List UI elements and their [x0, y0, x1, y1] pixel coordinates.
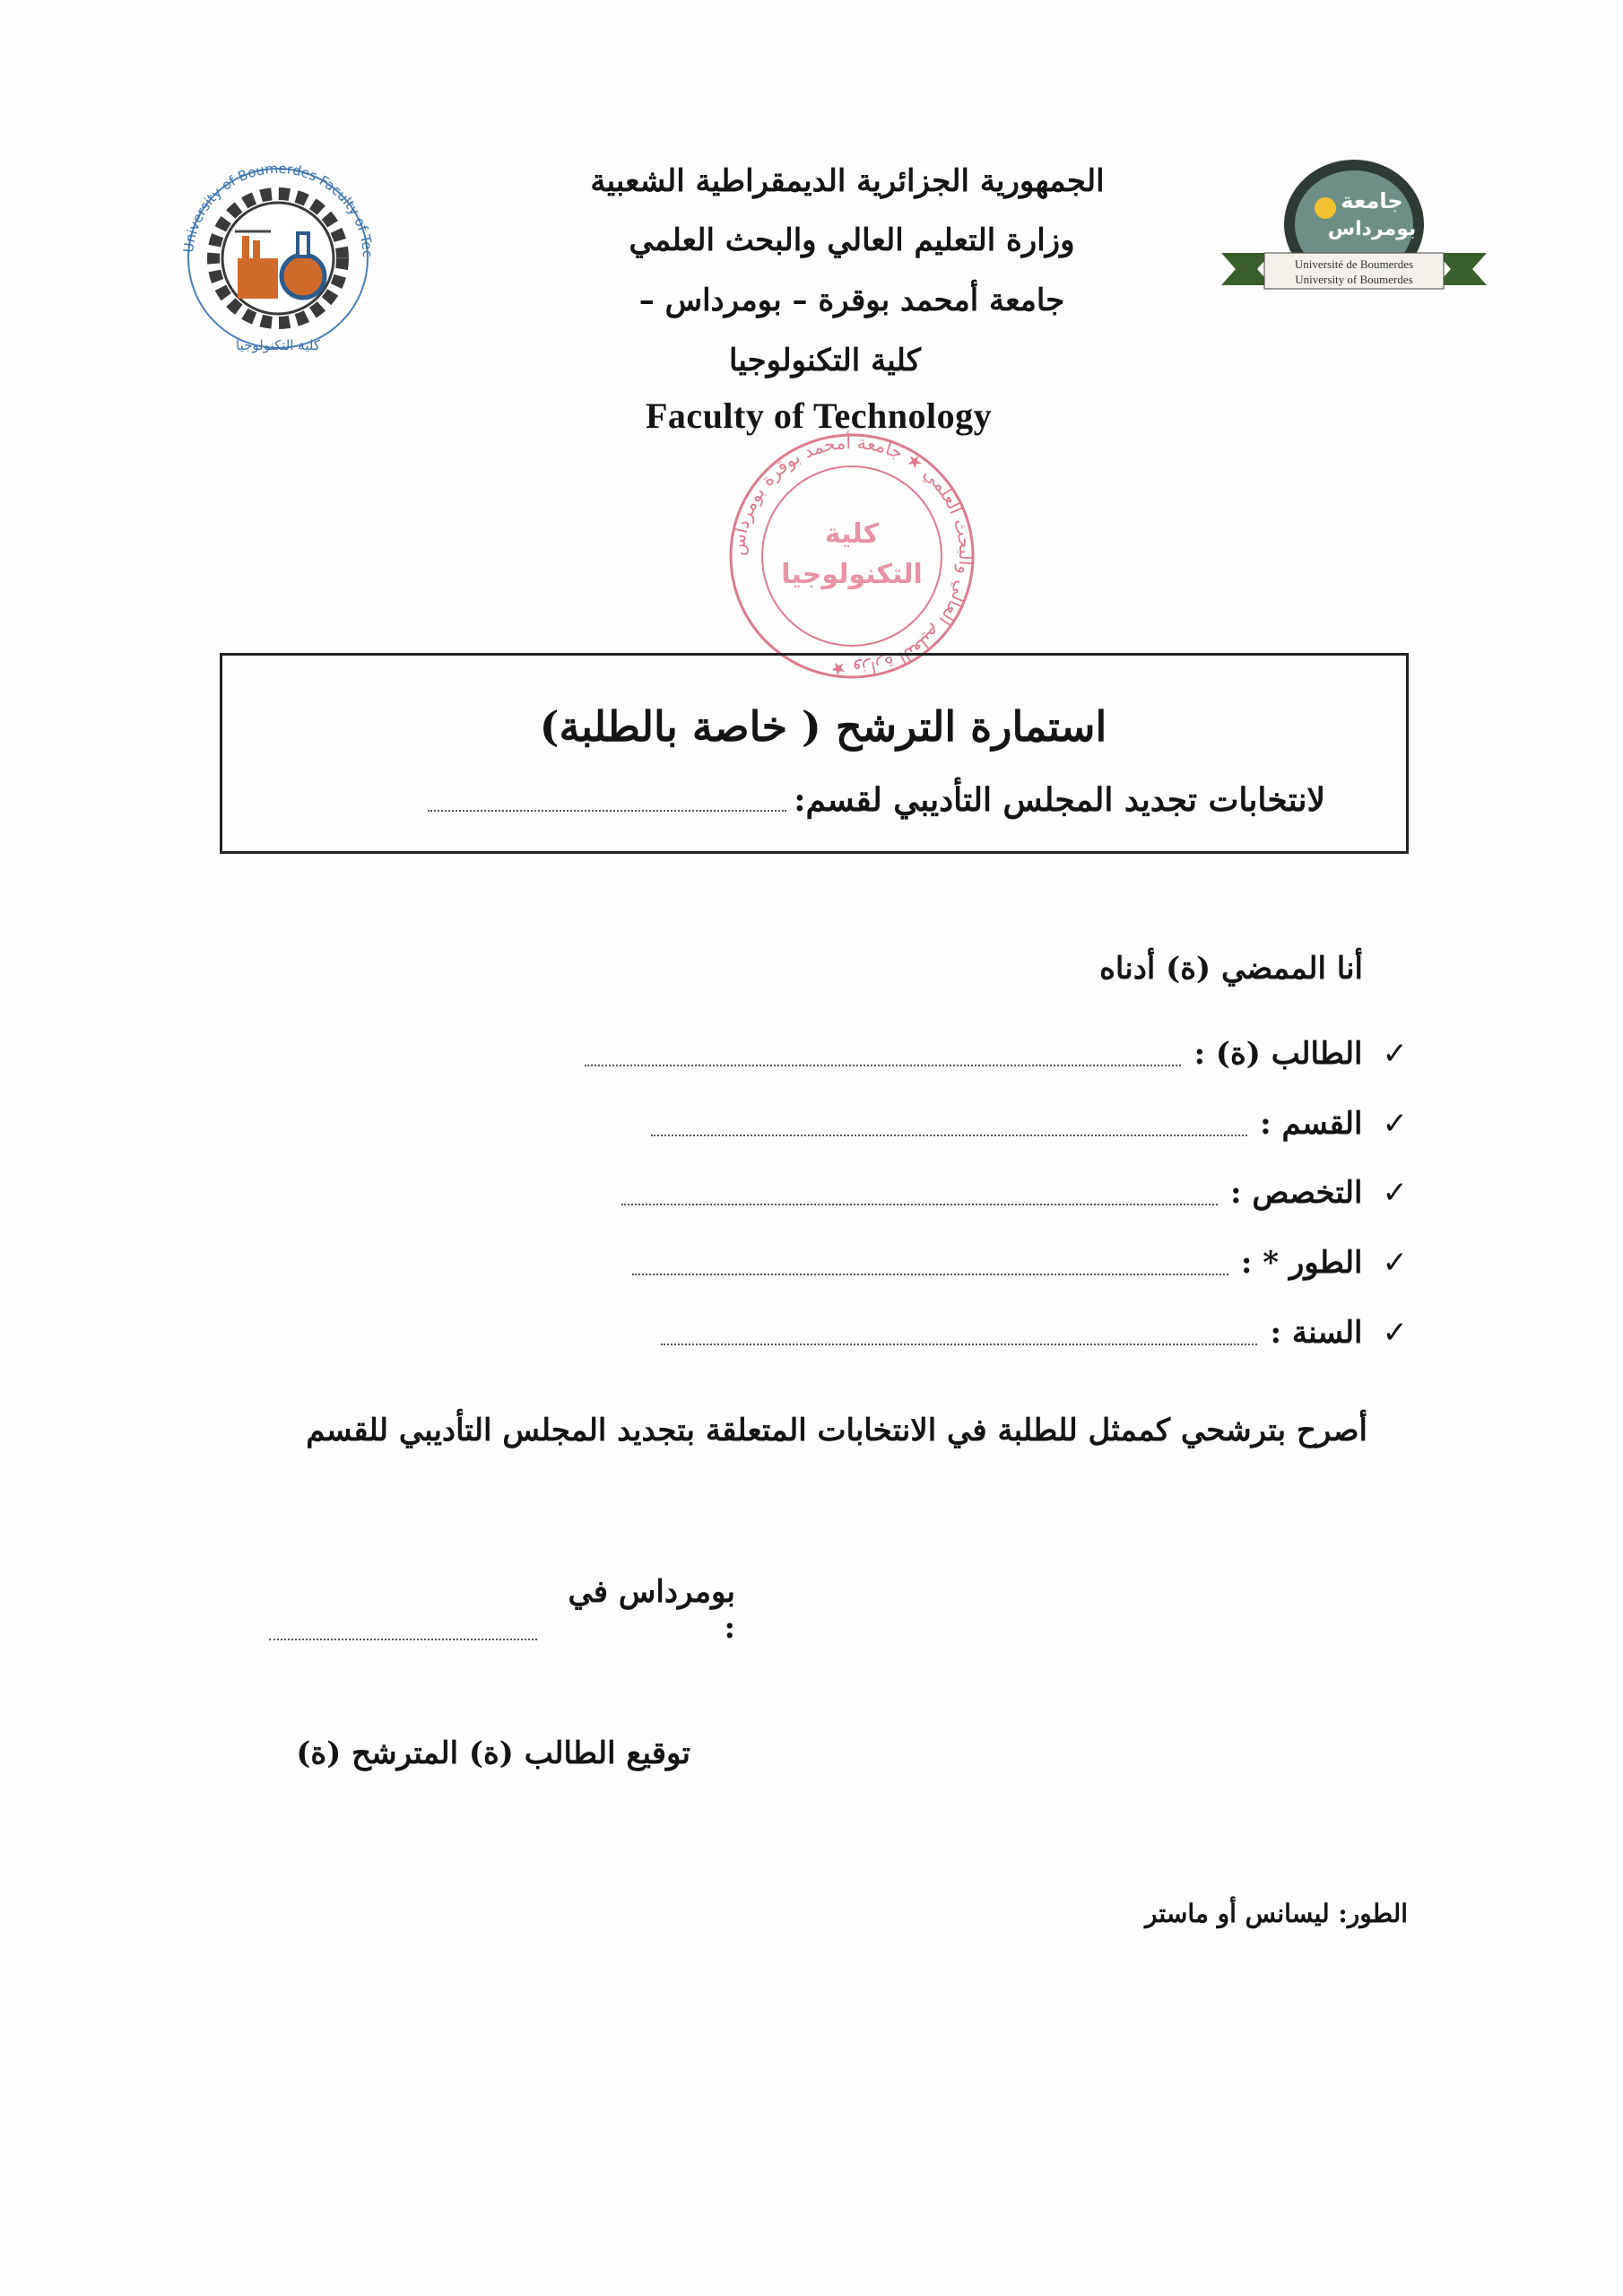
- field-specialty-label: التخصص :: [1229, 1175, 1363, 1211]
- faculty-logo: [152, 151, 404, 357]
- sun-icon: [1315, 197, 1336, 219]
- header-faculty-en: Faculty of Technology: [646, 396, 993, 436]
- field-department-blank[interactable]: [651, 1133, 1247, 1136]
- university-logo: [1219, 152, 1488, 314]
- declaration-text: أصرح بترشحي كممثل للطلبة في الانتخابات المتعلقة بتجديد المجلس التأديبي للقسم: [306, 1413, 1367, 1448]
- field-cycle-blank[interactable]: [632, 1272, 1228, 1275]
- field-cycle: [574, 1245, 1408, 1281]
- field-department: [574, 1106, 1408, 1142]
- stamp-center-1: كلية: [824, 518, 880, 550]
- university-logo-banner-en: University of Boumerdes: [1295, 273, 1413, 286]
- university-logo-banner-fr: Université de Boumerdes: [1294, 257, 1414, 271]
- svg-text:وزارة التعليم العالي والبحث ال: [726, 430, 976, 681]
- date-blank[interactable]: [269, 1637, 537, 1640]
- form-subtitle: لانتخابات تجديد المجلس التأديبي لقسم:: [794, 781, 1325, 819]
- signature-label: توقيع الطالب (ة) المترشح (ة): [296, 1735, 690, 1771]
- field-year-label: السنة :: [1270, 1315, 1363, 1351]
- header-university: جامعة أمحمد بوقرة – بومرداس –: [638, 283, 1065, 318]
- field-year-blank[interactable]: [661, 1342, 1257, 1345]
- header-republic: الجمهورية الجزائرية الديمقراطية الشعبية: [590, 163, 1105, 199]
- official-stamp: [699, 430, 1004, 682]
- faculty-logo-bottom-text: كلية التكنولوجيا: [236, 337, 320, 353]
- check-icon: ✓: [1382, 1175, 1408, 1211]
- place-date-row: [269, 1574, 735, 1646]
- check-icon: ✓: [1382, 1106, 1408, 1142]
- footnote: الطور: ليسانس أو ماستر: [1144, 1899, 1408, 1928]
- university-logo-name-1: جامعة: [1341, 188, 1403, 213]
- stamp-ring-text: وزارة التعليم العالي والبحث العلمي ★ جامعة أمحمد بوقرة بومرداس ★: [726, 430, 977, 682]
- check-icon: ✓: [1382, 1036, 1408, 1072]
- intro-text: أنا الممضي (ة) أدناه: [1099, 951, 1363, 987]
- place-date-label: بومرداس في :: [568, 1574, 735, 1646]
- field-student-label: الطالب (ة) :: [1193, 1036, 1363, 1072]
- department-blank[interactable]: [428, 808, 786, 812]
- form-title-box: [220, 653, 1409, 854]
- field-specialty-blank[interactable]: [621, 1202, 1218, 1205]
- field-cycle-label: الطور * :: [1240, 1245, 1363, 1281]
- university-logo-name-2: بومرداس: [1327, 218, 1417, 240]
- faculty-logo-ring-text: University of Boumerdes Faculty of Tec: [180, 160, 377, 258]
- field-student-blank[interactable]: [585, 1063, 1181, 1066]
- field-department-label: القسم :: [1260, 1106, 1363, 1142]
- check-icon: ✓: [1382, 1245, 1408, 1281]
- header-faculty-ar: كلية التكنولوجيا: [729, 343, 921, 378]
- stamp-center-2: التكنولوجيا: [781, 559, 923, 590]
- header-ministry: وزارة التعليم العالي والبحث العلمي: [629, 222, 1075, 258]
- field-student: [574, 1036, 1408, 1072]
- form-title: استمارة الترشح ( خاصة بالطلبة): [539, 702, 1107, 751]
- check-icon: ✓: [1382, 1315, 1408, 1351]
- field-year: [574, 1315, 1408, 1351]
- field-specialty: [574, 1175, 1408, 1211]
